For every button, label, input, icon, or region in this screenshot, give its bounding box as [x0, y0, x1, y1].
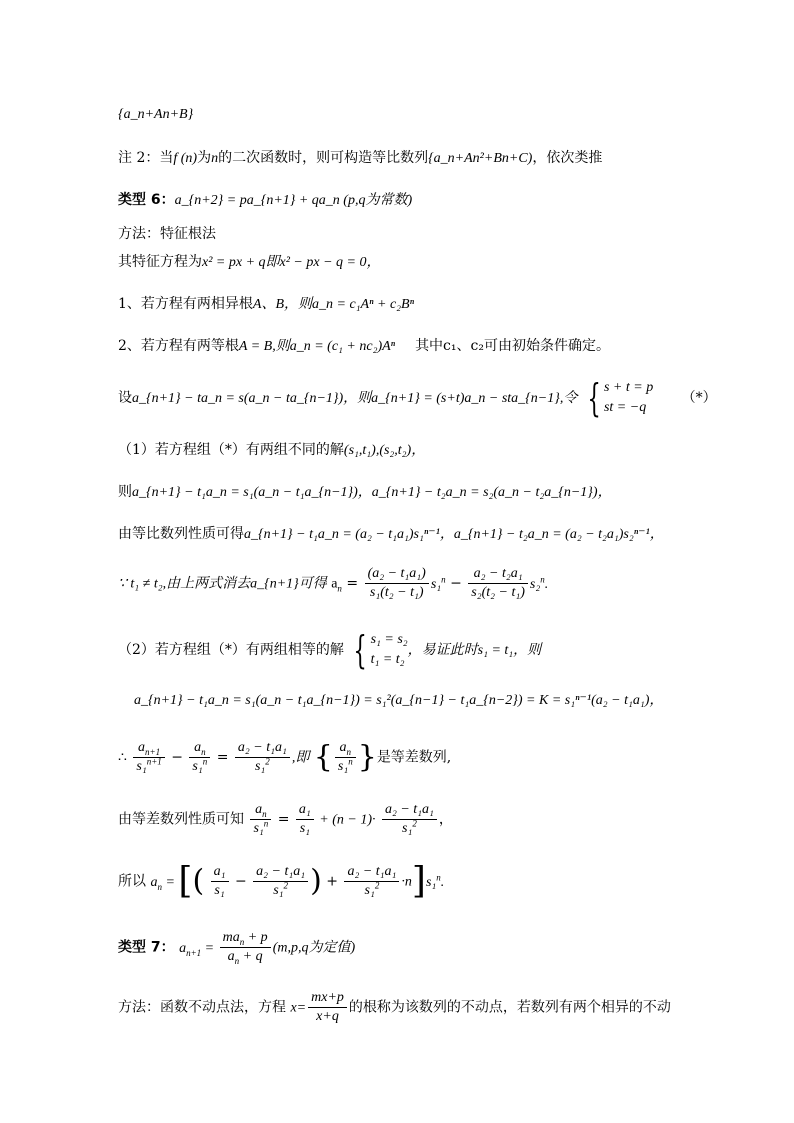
arith-seq-line: ∴ $\frac{a_{n+1}}{s_1^{n+1}}$ − $\frac{a_n}{s_1^n}$ = $\frac{\text{a₂ − t₁a₁}}{s_1^2}$ ,即 { $\frac{a_n}{s_1^n}$ }是等差数列, — [118, 739, 452, 775]
elim-frac-2: $\frac{\text{a₂ − t₂a₁}}{\text{s₂(t₂ − t₁)}}$ — [468, 566, 528, 601]
line-seq-an-plus-b — [118, 104, 193, 125]
frac-so-3: $\frac{\text{a₂ − t₁a₁}}{s_1^2}$ — [344, 864, 399, 899]
brace: { — [587, 376, 601, 420]
so-prefix: 所以 — [118, 873, 146, 890]
case-1-formula: A、B，则a_n = c₁Aⁿ + c₂Bⁿ — [252, 297, 415, 312]
frac-an: $\frac{a_n}{s_1^n}$ — [189, 740, 210, 775]
set-line — [118, 378, 717, 418]
char-eq-formula: x² = px + q即x² − px − q = 0， — [202, 255, 381, 270]
frac-so-1: $\frac{\text{a₁}}{\text{s₁}}$ — [211, 864, 229, 899]
then-prefix: 则 — [118, 484, 132, 500]
frac-so-2: $\frac{\text{a₂ − t₁a₁}}{s_1^2}$ — [253, 864, 308, 899]
part-1 — [118, 440, 425, 461]
part-2-prefix: （2）若方程组（*）有两组相等的解 — [118, 642, 344, 658]
type-7-heading: 类型 7： $a_{n+1}$ = $\frac{ma_n + p}{a_n + q}$ (m,p,q为定值) — [118, 930, 356, 966]
left-brace: { — [313, 739, 333, 775]
type-7-label: 类型 7： — [118, 939, 175, 956]
frac-a1-s1: $\frac{\text{a₁}}{\text{s₁}}$ — [296, 802, 314, 837]
bracket-close: ] — [411, 860, 426, 902]
chain-equation — [134, 690, 663, 711]
arith-prefix: 由等差数列性质可知 — [118, 811, 244, 828]
note-2-mid: 为 — [197, 150, 212, 166]
note-2-suffix: ，依次类推 — [532, 150, 603, 166]
type-6-heading — [118, 190, 412, 211]
system-equal — [348, 630, 407, 670]
method-7-suffix: 的根称为该数列的不动点，若数列有两个相异的不动 — [348, 999, 671, 1016]
geo-formula: a_{n+1} − t₁a_n = (a₂ − t₁a₁)s₁ⁿ⁻¹，a_{n+1} − t₂a_n = (a₂ − t₂a₁)s₂ⁿ⁻¹， — [244, 527, 664, 542]
part-1-prefix: （1）若方程组（*）有两组不同的解 — [118, 442, 344, 458]
frac-diff: $\frac{\text{a₂ − t₁a₁}}{s_1^2}$ — [235, 740, 290, 775]
set-prefix: 设 — [118, 390, 132, 406]
geometric-property — [118, 524, 664, 545]
system-equal-row-2: t₁ = t₂ — [370, 652, 405, 667]
chain-formula: a_{n+1} − t₁a_n = s₁(a_n − t₁a_{n−1}) = s₁²(a_{n−1} − t₁a_{n−2}) = K = s₁ⁿ⁻¹(a₂ − t₁a₁)， — [134, 693, 664, 708]
part-1-solutions: (s₁,t₁),(s₂,t₂)， — [343, 443, 426, 458]
method-7-frac: $\frac{mx+p}{x+q}$ — [308, 990, 347, 1025]
method-7: 方法：函数不动点法，方程 x= $\frac{mx+p}{x+q}$ 的根称为该数列的不动点，若数列有两个相异的不动 — [118, 990, 671, 1024]
system-star — [582, 378, 653, 418]
system-row-2: st = −q — [603, 400, 647, 415]
system-equal-row-1: s₁ = s₂ — [370, 632, 408, 647]
elim-frac-1: $\frac{\text{(a₂ − t₁a₁)}}{\text{s₁(t₂ − t₁)}}$ — [365, 566, 429, 601]
arith-property: 由等差数列性质可知 $\frac{a_n}{s_1^n}$ = $\frac{\text{a₁}}{\text{s₁}}$ + (n − 1)· $\frac{\text{a₂ − t₁a₁}}{s_1^2}$ ， — [118, 802, 453, 836]
seq-text: {a_n+An+B} — [118, 107, 194, 122]
char-eq-prefix: 其特征方程为 — [118, 254, 202, 270]
frac-an-s1n-2: $\frac{a_n}{s_1^n}$ — [250, 802, 271, 837]
case-1 — [118, 294, 414, 315]
note-2-mid2: 的二次函数时，则可构造等比数列 — [218, 150, 429, 166]
note-2-fn: f (n) — [173, 151, 198, 166]
star-label: （*） — [681, 390, 717, 406]
arith-label: 是等差数列, — [376, 749, 452, 766]
system-row-1: s + t = p — [603, 380, 654, 395]
system-equal-rows — [371, 630, 408, 670]
part-2-suffix: ，易证此时s₁ = t₁，则 — [407, 643, 542, 658]
so-line: 所以 $a_n$ = [( $\frac{\text{a₁}}{\text{s₁}}$ − $\frac{\text{a₂ − t₁a₁}}{s_1^2}$ ) + $\frac{\text{a₂ − t₁a₁}}{s_1^2}$ ·n]s₁$^n$. — [118, 860, 445, 902]
type-7-frac: $\frac{ma_n + p}{a_n + q}$ — [220, 930, 271, 965]
note-2-n: n — [211, 151, 219, 166]
frac-an-s1n: $\frac{a_n}{s_1^n}$ — [335, 740, 356, 775]
bracket-open: [ — [178, 860, 193, 902]
case-2 — [118, 336, 610, 357]
case-2-prefix: 2、若方程有两等根 — [118, 338, 239, 354]
geo-prefix: 由等比数列性质可得 — [118, 526, 244, 542]
right-brace: } — [357, 739, 377, 775]
system-rows — [604, 378, 653, 418]
type-7-suffix: (m,p,q为定值) — [272, 940, 356, 956]
paren-close: ) — [310, 863, 322, 899]
note-2-prefix: 注 2：当 — [118, 150, 174, 166]
char-equation — [118, 252, 381, 273]
frac-an1: $\frac{a_{n+1}}{s_1^{n+1}}$ — [133, 740, 164, 775]
set-formula: a_{n+1} − ta_n = s(a_n − ta_{n−1})，则a_{n+1} = (s+t)a_n − sta_{n−1},令 — [132, 391, 578, 406]
elimination: ∵ t₁ ≠ t₂,由上两式消去a_{n+1}可得 $a_n$ = $\frac{\text{(a₂ − t₁a₁)}}{\text{s₁(t₂ − t₁)}}$ s₁$^n$ − $\frac{\text{a₂ − t₂a₁}}{\text{s₂(t₂ − t₁)}}$ s₂$^n$. — [118, 566, 549, 600]
method-6: 方法：特征根法 — [118, 226, 216, 242]
elim-prefix: ∵ t₁ ≠ t₂,由上两式消去a_{n+1}可得 — [118, 576, 327, 592]
then-formula: a_{n+1} − t₁a_n = s₁(a_n − t₁a_{n−1})，a_{n+1} − t₂a_n = s₂(a_n − t₂a_{n−1})， — [132, 485, 612, 500]
therefore-symbol: ∴ — [118, 749, 127, 766]
method-7-prefix: 方法：函数不动点法，方程 — [118, 999, 286, 1016]
case-2-suffix: 其中c₁、c₂可由初始条件确定。 — [415, 338, 610, 354]
frac-a2-s1sq: $\frac{\text{a₂ − t₁a₁}}{s_1^2}$ — [382, 802, 437, 837]
part-2 — [118, 630, 541, 670]
note-2-seq: {a_n+An²+Bn+C) — [428, 151, 533, 166]
paren-open: ( — [192, 863, 205, 899]
type-6-formula: a_{n+2} = pa_{n+1} + qa_n (p,q为常数) — [174, 193, 413, 208]
case-2-formula: A = B,则a_n = (c₁ + nc₂)Aⁿ — [238, 339, 396, 354]
note-2 — [118, 148, 602, 169]
part-1-then — [118, 482, 612, 503]
type-6-label: 类型 6： — [118, 192, 175, 208]
case-1-prefix: 1、若方程有两相异根 — [118, 296, 253, 312]
brace-2: { — [353, 628, 368, 672]
